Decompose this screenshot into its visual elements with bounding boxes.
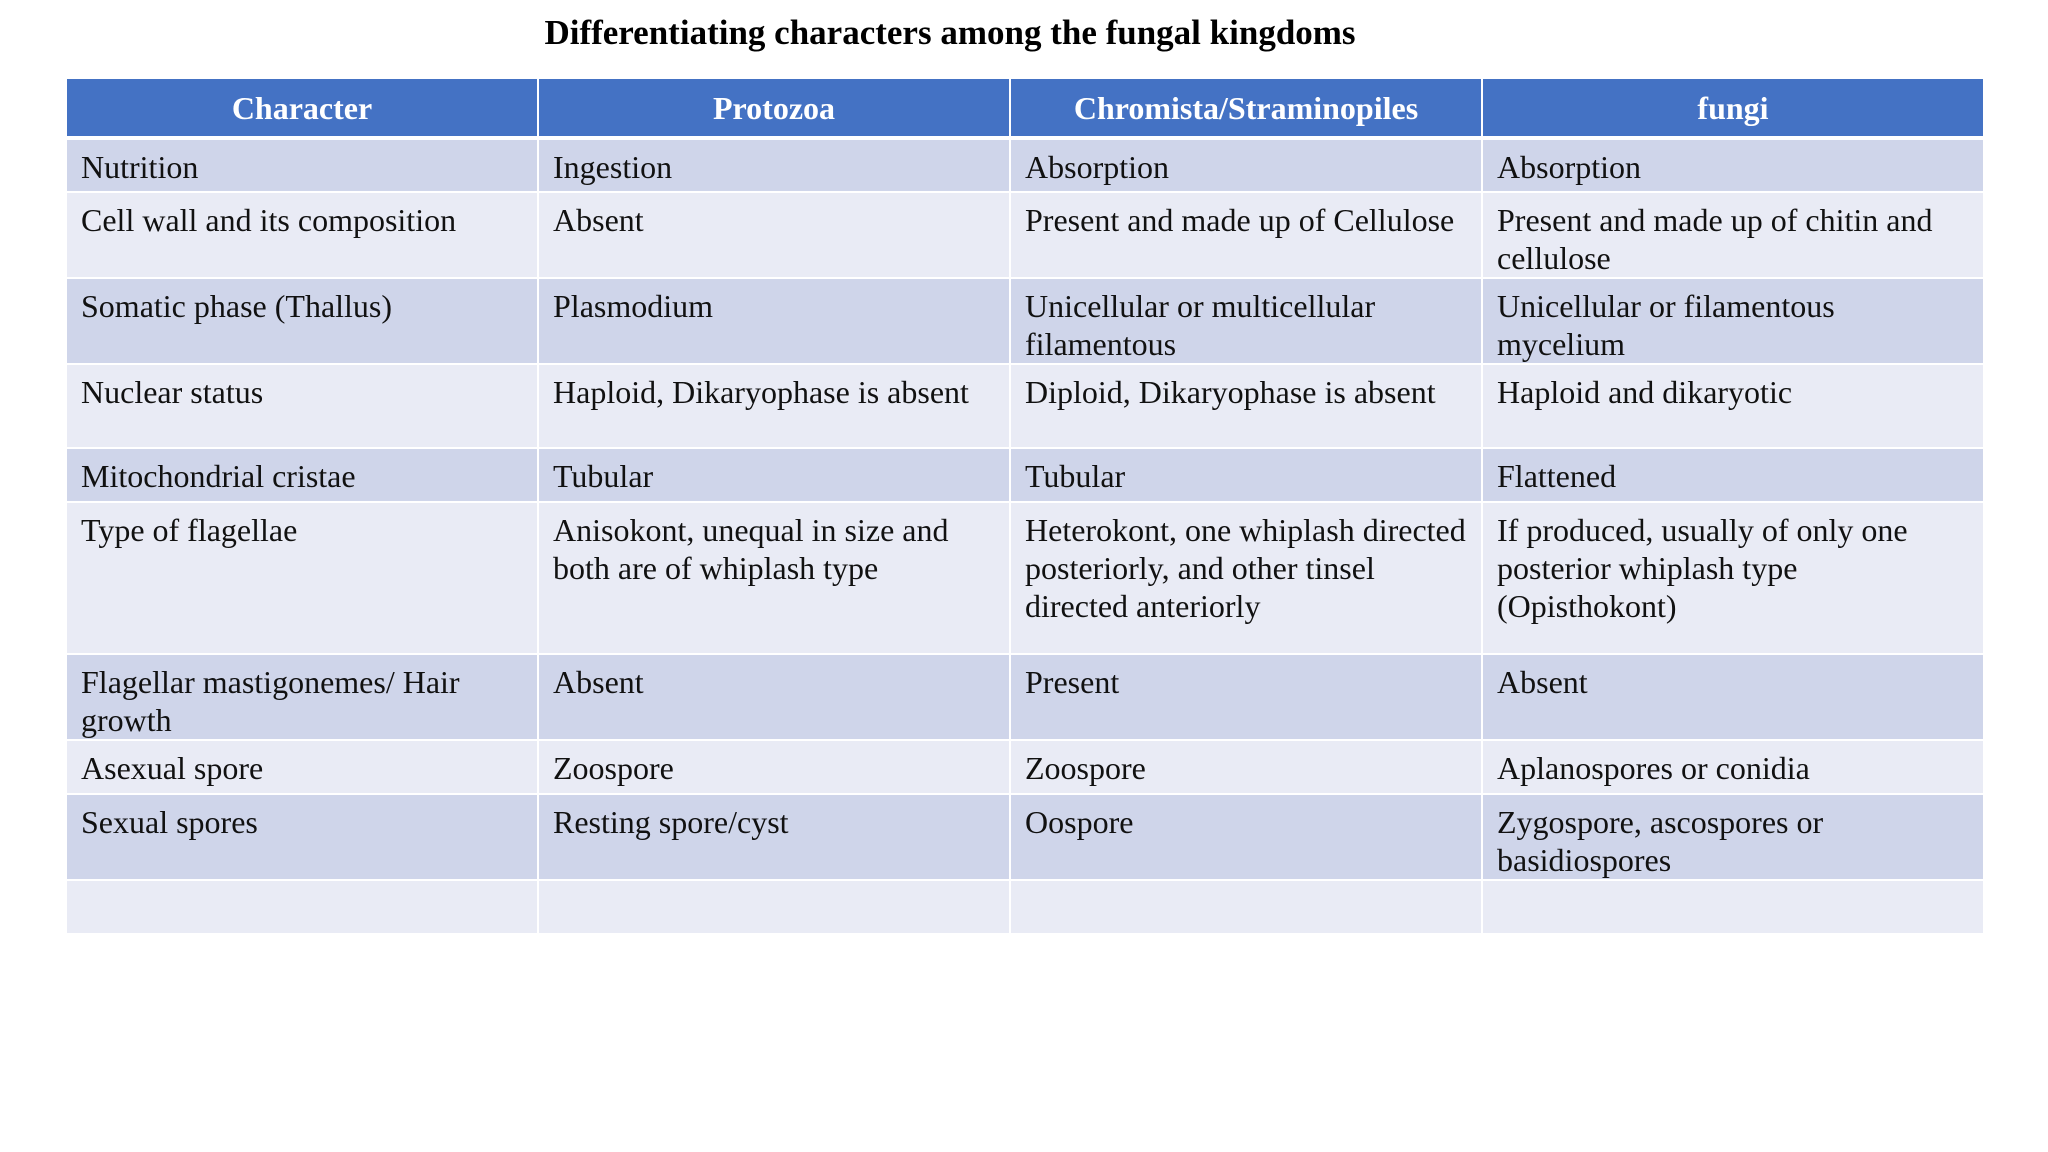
comparison-table bbox=[65, 77, 1985, 935]
table-cell: Cell wall and its composition bbox=[66, 192, 538, 278]
table-cell: Absent bbox=[538, 192, 1010, 278]
table-cell: Nuclear status bbox=[66, 364, 538, 448]
table-cell: Somatic phase (Thallus) bbox=[66, 278, 538, 364]
header-cell-protozoa: Protozoa bbox=[538, 78, 1010, 138]
table-row bbox=[66, 448, 1984, 502]
table-cell: If produced, usually of only one posterior whiplash type (Opisthokont) bbox=[1482, 502, 1984, 654]
header-cell-character: Character bbox=[66, 78, 538, 138]
table-cell: Zoospore bbox=[1010, 740, 1482, 794]
table-cell: Tubular bbox=[1010, 448, 1482, 502]
table-row bbox=[66, 654, 1984, 740]
table-cell bbox=[1010, 880, 1482, 934]
header-cell-chromista: Chromista/Straminopiles bbox=[1010, 78, 1482, 138]
table-row bbox=[66, 502, 1984, 654]
header-cell-fungi: fungi bbox=[1482, 78, 1984, 138]
table-header-row bbox=[66, 78, 1984, 138]
table-cell: Tubular bbox=[538, 448, 1010, 502]
table-cell bbox=[538, 880, 1010, 934]
table-cell: Sexual spores bbox=[66, 794, 538, 880]
table-cell bbox=[1482, 880, 1984, 934]
table-cell: Absent bbox=[538, 654, 1010, 740]
table-cell: Unicellular or multicellular filamentous bbox=[1010, 278, 1482, 364]
table-row bbox=[66, 740, 1984, 794]
table-row bbox=[66, 192, 1984, 278]
table-cell: Zygospore, ascospores or basidiospores bbox=[1482, 794, 1984, 880]
table-cell: Heterokont, one whiplash directed posteriorly, and other tinsel directed anteriorly bbox=[1010, 502, 1482, 654]
table-row bbox=[66, 880, 1984, 934]
table-cell: Flattened bbox=[1482, 448, 1984, 502]
table-cell: Type of flagellae bbox=[66, 502, 538, 654]
table-row bbox=[66, 794, 1984, 880]
table-cell: Zoospore bbox=[538, 740, 1010, 794]
table-row bbox=[66, 364, 1984, 448]
table-cell: Ingestion bbox=[538, 138, 1010, 192]
table-cell: Diploid, Dikaryophase is absent bbox=[1010, 364, 1482, 448]
slide-title: Differentiating characters among the fungal kingdoms bbox=[544, 13, 1356, 52]
table-cell: Mitochondrial cristae bbox=[66, 448, 538, 502]
table-cell: Absorption bbox=[1482, 138, 1984, 192]
table-cell: Anisokont, unequal in size and both are of whiplash type bbox=[538, 502, 1010, 654]
table-cell: Aplanospores or conidia bbox=[1482, 740, 1984, 794]
table-cell: Absent bbox=[1482, 654, 1984, 740]
table-cell: Asexual spore bbox=[66, 740, 538, 794]
table-cell: Oospore bbox=[1010, 794, 1482, 880]
table-cell: Present and made up of chitin and cellulose bbox=[1482, 192, 1984, 278]
table-row bbox=[66, 138, 1984, 192]
table-cell: Nutrition bbox=[66, 138, 538, 192]
table-cell: Unicellular or filamentous mycelium bbox=[1482, 278, 1984, 364]
table-cell: Flagellar mastigonemes/ Hair growth bbox=[66, 654, 538, 740]
table-cell: Absorption bbox=[1010, 138, 1482, 192]
table-cell: Haploid and dikaryotic bbox=[1482, 364, 1984, 448]
table-cell: Resting spore/cyst bbox=[538, 794, 1010, 880]
table-cell: Present and made up of Cellulose bbox=[1010, 192, 1482, 278]
table-cell bbox=[66, 880, 538, 934]
table-row bbox=[66, 278, 1984, 364]
table-cell: Haploid, Dikaryophase is absent bbox=[538, 364, 1010, 448]
table-cell: Present bbox=[1010, 654, 1482, 740]
table-cell: Plasmodium bbox=[538, 278, 1010, 364]
